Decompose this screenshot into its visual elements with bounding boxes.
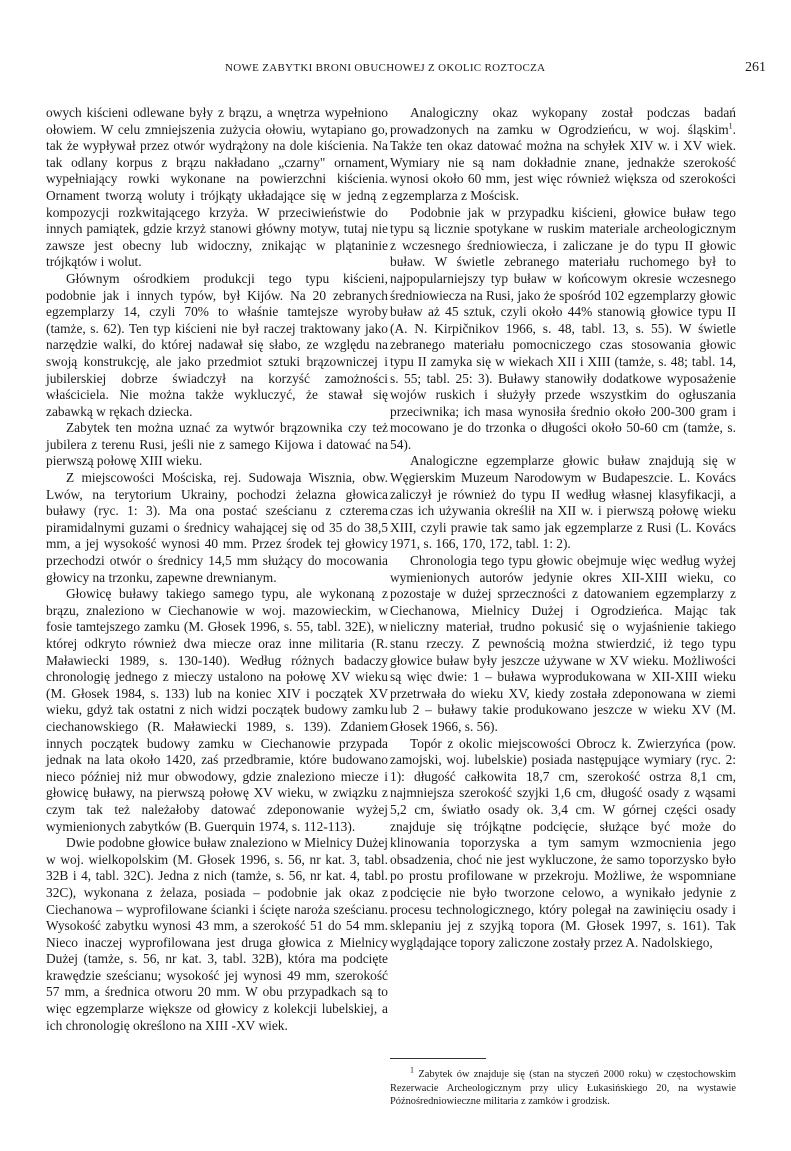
footnote-reference: 1	[728, 121, 733, 131]
paragraph: owych kiścieni odlewane były z brązu, a wnętrza wypełniono ołowiem. W celu zmniejszenia zużycia ołowiu, wytapiano go, tak że wypływał przez otwór wydrążony na dole kiścienia. Na tak odlany korpus z brązu nakładano „czarny" ornament, wypełniający rowki wykonane na powierzchni kiścienia. Ornament tworzą woluty i trójkąty układające się w jedną z kompozycji rozkwitającego krzyża. W przeciwieństwie do innych pamiątek, gdzie krzyż stanowi główny motyw, tutaj nie zawsze jest obecny lub widoczny, znikając w plątaninie trójkątów i wolut.	[46, 105, 388, 270]
paragraph: Analogiczne egzemplarze głowic buław znajdują się w Węgierskim Muzeum Narodowym w Budapeszcie. L. Kovács zaliczył je również do typu II według własnej klasyfikacji, a czas ich używania określił na XII w. i pierwszą połowę wieku XIII, czyli prawie tak samo jak egzemplarze z Rusi (L. Kovács 1971, s. 166, 170, 172, tabl. 1: 2).	[390, 453, 736, 552]
right-column	[390, 105, 736, 951]
paragraph: Topór z okolic miejscowości Obrocz k. Zwierzyńca (pow. zamojski, woj. lubelskie) posiada następujące wymiary (ryc. 2: 1): długość całkowita 18,7 cm, szerokość ostrza 8,1 cm, najmniejsza szerokość szyjki 1,6 cm, długość osady z wąsami 5,2 cm, światło osady ok. 3,4 cm. W górnej części osady znajduje się trójkątne podcięcie, służące być może do klinowania toporzyska a tym samym wzmocnienia jego obsadzenia, choć nie jest wykluczone, że samo toporzysko było po prostu profilowane w przekroju. Możliwe, że wspomniane podcięcie nie było tworzone celowo, a wynikało jedynie z procesu technologicznego, który polegał na zawinięciu osady i sklepaniu jej z szyjką topora (M. Głosek 1997, s. 161). Tak wyglądające topory zaliczone zostały przez A. Nadolskiego,	[390, 735, 736, 950]
paragraph: Z miejscowości Mościska, rej. Sudowaja Wisznia, obw. Lwów, na terytorium Ukrainy, pochodzi żelazna głowica buławy (ryc. 1: 3). Ma ona postać sześcianu z czterema piramidalnymi guzami o średnicy wahającej się od 35 do 38,5 mm, a jej wysokość wynosi 40 mm. Przez środek tej głowicy przechodzi otwór o średnicy 14,5 mm służący do mocowania głowicy na trzonku, zapewne drewnianym.	[46, 470, 388, 585]
left-column	[46, 105, 388, 1034]
paragraph: Głowicę buławy takiego samego typu, ale wykonaną z brązu, znaleziono w Ciechanowie w woj. mazowieckim, w fosie tamtejszego zamku (M. Głosek 1996, s. 55, tabl. 32E), w której odkryto również dwa miecze oraz inne militaria (R. Maławiecki 1989, s. 130-140). Według różnych badaczy chronologię jednego z mieczy ustalono na połowę XV wieku (M. Głosek 1984, s. 133) lub na koniec XIV i początek XV wieku, gdyż tak ostatni z nich widzi początek budowy zamku ciechanowskiego (R. Maławiecki 1989, s. 139). Zdaniem innych początek budowy zamku w Ciechanowie przypada jednak na lata około 1420, zaś przedbramie, które budowano nieco później niż mur obwodowy, gdzie znaleziono miecze i głowicę buławy, na pierwszą połowę XV wieku, w związku z czym tak też należałoby datować zdeponowanie wyżej wymienionych zabytków (B. Guerquin 1974, s. 112-113).	[46, 586, 388, 834]
footnote-text: Zabytek ów znajduje się (stan na styczeń 2000 roku) w częstochowskim Rezerwacie Archeologicznym przy ulicy Łukasińskiego 20, na wystawie Późnośredniowieczne militaria z zamków i grodzisk.	[390, 1069, 736, 1108]
paragraph: Podobnie jak w przypadku kiścieni, głowice buław tego typu są licznie spotykane w ruskim materiale archeologicznym z wczesnego średniowiecza, i zaliczane je do typu II głowic buław. W świetle zebranego materiału ruchomego był to najpopularniejszy typ buław w końcowym okresie wczesnego średniowiecza na Rusi, jako że spośród 102 egzemplarzy głowic buław aż 45 sztuk, czyli około 44% stanowią głowice typu II (A. N. Kirpičnikov 1966, s. 48, tabl. 13, s. 55). W świetle zebranego materiału pomocniczego czas stosowania głowic typu II zamyka się w wiekach XII i XIII (tamże, s. 48; tabl. 14, s. 55; tabl. 25: 3). Buławy stanowiły dodatkowe wyposażenie wojów ruskich i służyły przede wszystkim do ogłuszania przeciwnika; ich masa wynosiła średnio około 200-300 gram i mocowano je do trzonka o długości około 50-60 cm (tamże, s. 54).	[390, 204, 736, 452]
page-number: 261	[745, 60, 766, 75]
paragraph-text: Analogiczny okaz wykopany został podczas badań prowadzonych na zamku w Ogrodzieńcu, w woj. śląskim	[390, 105, 736, 137]
paragraph: Głównym ośrodkiem produkcji tego typu kiścieni, podobnie jak i innych typów, był Kijów. Na 20 zebranych egzemplarzy 14, czyli 70% to właśnie tamtejsze wyroby (tamże, s. 62). Ten typ kiścieni nie był raczej traktowany jako narzędzie walki, do której nadawał się słabo, ze względu na swoją konstrukcję, ale jako przedmiot sztuki brązowniczej i jubilerskiej dobrze świadczył na korzyść zamożności właściciela. Nie można także wykluczyć, że stawał się zabawką w rękach dziecka.	[46, 270, 388, 419]
paragraph-text: . Także ten okaz datować można na schyłek XIV w. i XV wiek. Wymiary nie są nam dokładnie znane, jednakże szerokość wynosi około 60 mm, jest więc również większa od szerokości egzemplarza z Mościsk.	[390, 121, 736, 203]
paragraph: Dwie podobne głowice buław znaleziono w Mielnicy Dużej w woj. wielkopolskim (M. Głosek 1996, s. 56, nr kat. 3, tabl. 32B i 4, tabl. 32C). Jedna z nich (tamże, s. 56, nr kat. 4, tabl. 32C), wykonana z żelaza, posiada – podobnie jak okaz z Ciechanowa – wyprofilowane ścianki i ścięte naroża sześcianu. Wysokość zabytku wynosi 43 mm, a szerokość 51 do 54 mm. Nieco inaczej wyprofilowana jest druga głowica z Mielnicy Dużej (tamże, s. 56, nr kat. 3, tabl. 32B), która ma podcięte krawędzie sześcianu; wysokość jej wynosi 49 mm, szerokość 57 mm, a średnica otworu 20 mm. W obu przypadkach są to więc egzemplarze większe od głowicy z kolekcji lubelskiej, a ich chronologię określono na XIII -XV wiek.	[46, 835, 388, 1033]
footnote	[390, 1065, 736, 1109]
running-title: NOWE ZABYTKI BRONI OBUCHOWEJ Z OKOLIC ROZTOCZA	[225, 62, 546, 74]
footnote-divider	[390, 1058, 486, 1059]
paragraph: Chronologia tego typu głowic obejmuje więc według wyżej wymienionych autorów jedynie okres XII-XIII wieku, co pozostaje w dużej sprzeczności z datowaniem egzemplarzy z Ciechanowa, Mielnicy Dużej i Ogrodzieńca. Mając tak nieliczny materiał, trudno pokusić się o wyjaśnienie takiego stanu rzeczy. Z pewnością można stwierdzić, iż tego typu głowice buław były jeszcze używane w XV wieku. Możliwości są więc dwie: 1 – buława wyprodukowana w XII-XIII wieku przetrwała do wieku XV, kiedy została zdeponowana w ziemi lub 2 – buławy takie produkowano jeszcze w wieku XV (M. Głosek 1966, s. 56).	[390, 553, 736, 734]
paragraph	[390, 105, 736, 205]
paragraph: Zabytek ten można uznać za wytwór brązownika czy też jubilera z terenu Rusi, jeśli nie z samego Kijowa i datować na pierwszą połowę XIII wieku.	[46, 420, 388, 469]
page-header	[30, 62, 766, 82]
footnote-marker: 1	[410, 1065, 414, 1075]
